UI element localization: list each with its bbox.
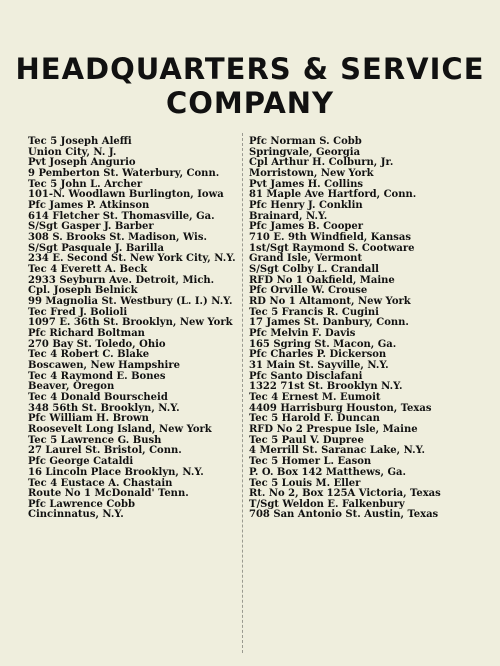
roster-column-right: [249, 137, 467, 521]
roster-entry: [249, 479, 467, 500]
soldier-address: Union City, N. J.: [28, 146, 117, 158]
soldier-rank-name: Cpl. Joseph Belnick: [28, 285, 138, 297]
soldier-rank-name: Tec 5 Lawrence G. Bush: [28, 434, 162, 446]
soldier-address: 101-N. Woodlawn Burlington, Iowa: [28, 189, 224, 201]
soldier-address: Rt. No 2, Box 125A Victoria, Texas: [249, 488, 441, 499]
roster-entry: [28, 372, 246, 393]
soldier-rank-name: S/Sgt Gasper J. Barber: [28, 221, 154, 233]
soldier-rank-name: S/Sgt Colby L. Crandall: [249, 264, 379, 276]
roster-entry: [28, 265, 246, 286]
roster-entry: [28, 244, 246, 265]
soldier-address: Brainard, N.Y.: [249, 210, 328, 222]
soldier-address: 16 Lincoln Place Brooklyn, N.Y.: [28, 466, 204, 478]
roster-entry: [249, 222, 467, 243]
soldier-rank-name: Tec 5 Francis R. Cugini: [249, 306, 379, 318]
soldier-rank-name: Pfc Norman S. Cobb: [249, 136, 362, 147]
roster-entry: [28, 329, 246, 350]
soldier-address: RFD No 2 Prespue Isle, Maine: [249, 423, 418, 435]
soldier-address: Route No 1 McDonald' Tenn.: [28, 488, 189, 499]
roster-entry: [28, 201, 246, 222]
roster-entry: [28, 414, 246, 435]
soldier-rank-name: Tec 4 Donald Bourscheid: [28, 392, 168, 404]
roster-entry: [249, 158, 467, 179]
soldier-address: 31 Main St. Sayville, N.Y.: [249, 359, 389, 371]
soldier-rank-name: T/Sgt Weldon E. Falkenbury: [249, 498, 405, 510]
roster-entry: [249, 286, 467, 307]
soldier-rank-name: Tec 5 Harold F. Duncan: [249, 413, 380, 425]
soldier-rank-name: Tec 4 Eustace A. Chastain: [28, 477, 173, 489]
soldier-rank-name: Pfc George Cataldi: [28, 456, 134, 468]
soldier-address: 81 Maple Ave Hartford, Conn.: [249, 189, 417, 201]
roster-entry: [28, 436, 246, 457]
soldier-address: 710 E. 9th Windfield, Kansas: [249, 231, 411, 243]
soldier-address: 348 56th St. Brooklyn, N.Y.: [28, 402, 180, 414]
roster-entry: [28, 457, 246, 478]
roster-column-left: [28, 137, 246, 521]
page-title: HEADQUARTERS & SERVICE: [15, 52, 485, 86]
soldier-address: 99 Magnolia St. Westbury (L. I.) N.Y.: [28, 295, 233, 307]
soldier-address: 9 Pemberton St. Waterbury, Conn.: [28, 167, 220, 179]
soldier-address: Morristown, New York: [249, 167, 374, 179]
roster-entry: [28, 308, 246, 329]
roster-entry: [249, 372, 467, 393]
soldier-rank-name: Tec 5 John L. Archer: [28, 178, 143, 190]
roster-entry: [28, 286, 246, 307]
soldier-address: 708 San Antonio St. Austin, Texas: [249, 509, 439, 521]
soldier-rank-name: Tec 5 Joseph Aleffi: [28, 136, 132, 147]
soldier-address: 308 S. Brooks St. Madison, Wis.: [28, 231, 207, 243]
soldier-address: Cincinnatus, N.Y.: [28, 509, 124, 521]
roster-entry: [249, 500, 467, 521]
roster-entry: [249, 436, 467, 457]
soldier-rank-name: Pfc Charles P. Dickerson: [249, 349, 387, 361]
roster-entry: [249, 137, 467, 158]
soldier-address: 270 Bay St. Toledo, Ohio: [28, 338, 166, 350]
soldier-address: 2933 Seyburn Ave. Detroit, Mich.: [28, 274, 215, 286]
roster-entry: [28, 158, 246, 179]
soldier-rank-name: Pfc Santo Disclafani: [249, 370, 363, 382]
soldier-rank-name: Tec 4 Everett A. Beck: [28, 264, 148, 276]
roster-entry: [28, 479, 246, 500]
roster-entry: [249, 308, 467, 329]
soldier-address: Roosevelt Long Island, New York: [28, 423, 212, 435]
roster-entry: [249, 244, 467, 265]
page-title-continued: COMPANY: [165, 86, 335, 120]
soldier-rank-name: 1st/Sgt Raymond S. Cootware: [249, 242, 415, 254]
soldier-rank-name: Pfc William H. Brown: [28, 413, 149, 425]
soldier-rank-name: Tec 4 Robert C. Blake: [28, 349, 150, 361]
soldier-rank-name: Cpl Arthur H. Colburn, Jr.: [249, 157, 394, 169]
soldier-rank-name: S/Sgt Pasquale J. Barilla: [28, 242, 164, 254]
soldier-rank-name: Tec 4 Raymond E. Bones: [28, 370, 166, 382]
soldier-address: 165 Sgring St. Macon, Ga.: [249, 338, 397, 350]
soldier-rank-name: Pvt James H. Collins: [249, 178, 364, 190]
roster-entry: [249, 265, 467, 286]
soldier-rank-name: Pfc James P. Atkinson: [28, 200, 150, 212]
soldier-address: 4409 Harrisburg Houston, Texas: [249, 402, 432, 414]
roster-entry: [249, 201, 467, 222]
soldier-rank-name: Pfc Henry J. Conklin: [249, 200, 363, 212]
soldier-address: RFD No 1 Oakfield, Maine: [249, 274, 395, 286]
roster-entry: [249, 329, 467, 350]
soldier-rank-name: Pfc Melvin F. Davis: [249, 328, 356, 340]
soldier-address: Springvale, Georgia: [249, 146, 361, 158]
soldier-rank-name: Pfc Lawrence Cobb: [28, 498, 135, 510]
soldier-rank-name: Pfc Richard Boltman: [28, 328, 145, 340]
roster-entry: [249, 457, 467, 478]
roster-entry: [28, 500, 246, 521]
soldier-address: 27 Laurel St. Bristol, Conn.: [28, 445, 182, 457]
soldier-rank-name: Pvt Joseph Angurio: [28, 157, 136, 169]
soldier-address: 234 E. Second St. New York City, N.Y.: [28, 253, 236, 265]
roster-entry: [249, 350, 467, 371]
roster-entry: [28, 137, 246, 158]
soldier-rank-name: Pfc James B. Cooper: [249, 221, 363, 233]
roster-entry: [28, 222, 246, 243]
soldier-rank-name: Tec Fred J. Bolioli: [28, 306, 128, 318]
roster-entry: [249, 393, 467, 414]
soldier-rank-name: Tec 5 Homer L. Eason: [249, 456, 372, 468]
soldier-address: 1322 71st St. Brooklyn N.Y.: [249, 381, 403, 393]
soldier-rank-name: Tec 5 Paul V. Dupree: [249, 434, 364, 446]
soldier-rank-name: Tec 4 Ernest M. Eumoit: [249, 392, 381, 404]
soldier-address: 614 Fletcher St. Thomasville, Ga.: [28, 210, 215, 222]
soldier-address: 17 James St. Danbury, Conn.: [249, 317, 409, 329]
soldier-address: 1097 E. 36th St. Brooklyn, New York: [28, 317, 233, 329]
soldier-address: RD No 1 Altamont, New York: [249, 295, 411, 307]
soldier-address: Boscawen, New Hampshire: [28, 359, 180, 371]
soldier-rank-name: Pfc Orville W. Crouse: [249, 285, 368, 297]
roster-entry: [249, 414, 467, 435]
soldier-address: P. O. Box 142 Matthews, Ga.: [249, 466, 406, 478]
soldier-address: Grand Isle, Vermont: [249, 253, 363, 265]
soldier-address: Beaver, Oregon: [28, 381, 115, 393]
roster-entry: [28, 393, 246, 414]
soldier-address: 4 Merrill St. Saranac Lake, N.Y.: [249, 445, 425, 457]
roster-entry: [249, 180, 467, 201]
roster-entry: [28, 350, 246, 371]
soldier-rank-name: Tec 5 Louis M. Eller: [249, 477, 361, 489]
roster-entry: [28, 180, 246, 201]
